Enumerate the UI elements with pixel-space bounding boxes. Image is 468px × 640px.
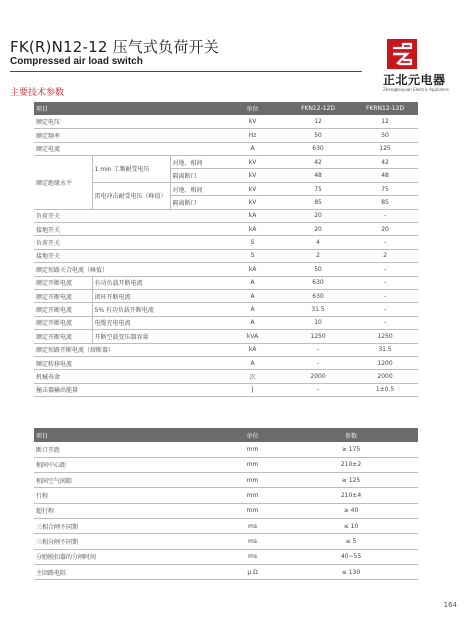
- cell-item: 额定开断电流: [34, 330, 92, 343]
- cell-item: 额定频率: [34, 129, 221, 142]
- cell-value: 20: [284, 209, 352, 222]
- cell-unit: mm: [221, 442, 284, 457]
- cell-unit: mm: [221, 457, 284, 472]
- page-number: 164: [443, 601, 457, 609]
- cell-unit: kV: [221, 156, 284, 169]
- cell-item: 额定电流: [34, 142, 221, 155]
- cell-subitem: 隔离断口: [170, 169, 221, 182]
- cell-unit: A: [221, 316, 284, 329]
- cell-unit: A: [221, 356, 284, 369]
- cell-unit: A: [221, 142, 284, 155]
- cell-value: 125: [352, 142, 418, 155]
- cell-unit: μ Ω: [221, 564, 284, 579]
- table-row: [34, 156, 418, 169]
- cell-value: 1200: [352, 356, 418, 369]
- cell-item: 额定开断电流: [34, 303, 92, 316]
- cell-value: ≥ 175: [284, 442, 418, 457]
- cell-item: 相间空气间隙: [34, 473, 221, 488]
- cell-subitem: 对地、相间: [170, 182, 221, 195]
- table-row: [34, 473, 418, 488]
- table-row: [34, 383, 418, 396]
- cell-item: 额定开断电流: [34, 289, 92, 302]
- table-row: [34, 330, 418, 343]
- cell-unit: 次: [221, 370, 284, 383]
- cell-value: 210±4: [284, 488, 418, 503]
- cell-value: 50: [352, 129, 418, 142]
- table-row: [34, 488, 418, 503]
- cell-value: 10: [284, 316, 352, 329]
- table-row: [34, 209, 418, 222]
- table-row: [34, 564, 418, 579]
- cell-value: 4: [284, 236, 352, 249]
- table-row: [34, 142, 418, 155]
- cell-unit: kA: [221, 263, 284, 276]
- cell-item: 额定开断电流: [34, 276, 92, 289]
- table-row: [34, 249, 418, 262]
- cell-subitem: 隔离断口: [170, 196, 221, 209]
- cell-unit: A: [221, 303, 284, 316]
- cell-value: 12: [284, 115, 352, 128]
- cell-unit: mm: [221, 488, 284, 503]
- section-title: 主要技术参数: [10, 88, 65, 98]
- cell-item: 三相分闸不同期: [34, 534, 221, 549]
- cell-subitem: 1 min 工频耐受电压: [92, 156, 170, 183]
- cell-unit: S: [221, 249, 284, 262]
- cell-unit: A: [221, 276, 284, 289]
- header-unit: 单位: [221, 428, 284, 442]
- cell-value: 50: [284, 263, 352, 276]
- table-row: [34, 503, 418, 518]
- cell-value: 630: [284, 276, 352, 289]
- table-row: [34, 182, 418, 195]
- cell-value: 42: [284, 156, 352, 169]
- cell-item: 分励脱扣器的分闸时间: [34, 549, 221, 564]
- cell-unit: Hz: [221, 129, 284, 142]
- cell-unit: S: [221, 236, 284, 249]
- cell-value: 50: [284, 129, 352, 142]
- cell-value: ≤ 10: [284, 518, 418, 533]
- header-unit: 单位: [221, 102, 284, 115]
- cell-item: 接地开关: [34, 249, 221, 262]
- cell-unit: A: [221, 289, 284, 302]
- cell-item: 额定短路开断电流（熔断器）: [34, 343, 221, 356]
- cell-value: -: [352, 209, 418, 222]
- cell-subitem: 对地、相间: [170, 156, 221, 169]
- cell-value: 2000: [352, 370, 418, 383]
- table-row: [34, 276, 418, 289]
- cell-item: 额定转移电流: [34, 356, 221, 369]
- table-row: [34, 223, 418, 236]
- table-header-row: [34, 102, 418, 115]
- cell-value: 31.5: [352, 343, 418, 356]
- cell-value: 75: [352, 182, 418, 195]
- cell-subitem: 闭环开断电流: [92, 289, 221, 302]
- cell-value: 2: [352, 249, 418, 262]
- cell-unit: ms: [221, 549, 284, 564]
- table-row: [34, 316, 418, 329]
- cell-value: 85: [284, 196, 352, 209]
- cell-item: 额定开断电流: [34, 316, 92, 329]
- cell-value: -: [284, 383, 352, 396]
- cell-value: 20: [352, 223, 418, 236]
- cell-item: 行程: [34, 488, 221, 503]
- cell-value: 1250: [284, 330, 352, 343]
- table-row: [34, 263, 418, 276]
- cell-unit: ms: [221, 534, 284, 549]
- cell-value: -: [352, 289, 418, 302]
- table-row: [34, 115, 418, 128]
- cell-item: 断口开距: [34, 442, 221, 457]
- cell-unit: mm: [221, 503, 284, 518]
- spec-table-electrical: [34, 102, 418, 397]
- cell-value: ≥ 125: [284, 473, 418, 488]
- cell-unit: J: [221, 383, 284, 396]
- cell-item: 负荷开关: [34, 209, 221, 222]
- cell-item: 额定电压: [34, 115, 221, 128]
- cell-value: ≥ 40: [284, 503, 418, 518]
- brand-name: 正北元电器: [383, 73, 446, 87]
- brand-logo: [383, 39, 453, 97]
- cell-unit: kA: [221, 209, 284, 222]
- header-fkn: FKN12-12D: [284, 102, 352, 115]
- cell-value: ≤ 130: [284, 564, 418, 579]
- cell-subitem: 开断空载变压器容量: [92, 330, 221, 343]
- cell-value: 48: [284, 169, 352, 182]
- cell-value: -: [284, 343, 352, 356]
- cell-value: 12: [352, 115, 418, 128]
- cell-unit: kA: [221, 343, 284, 356]
- table-row: [34, 129, 418, 142]
- cell-value: ≤ 5: [284, 534, 418, 549]
- header-item: 项目: [34, 102, 221, 115]
- cell-unit: kA: [221, 223, 284, 236]
- cell-value: 20: [284, 223, 352, 236]
- table-row: [34, 549, 418, 564]
- brand-name-en: Zhengbeiyuan Electric Appliance: [383, 87, 449, 92]
- cell-subitem: 5% 有功负载开断电流: [92, 303, 221, 316]
- cell-item: 负荷开关: [34, 236, 221, 249]
- cell-value: 40~55: [284, 549, 418, 564]
- cell-value: 630: [284, 142, 352, 155]
- cell-item: 相间中心距: [34, 457, 221, 472]
- table-row: [34, 343, 418, 356]
- table-row: [34, 457, 418, 472]
- cell-value: 630: [284, 289, 352, 302]
- cell-value: 210±2: [284, 457, 418, 472]
- table-row: [34, 356, 418, 369]
- table-row: [34, 289, 418, 302]
- cell-item: 额定绝缘水平: [34, 156, 92, 210]
- cell-value: 1250: [352, 330, 418, 343]
- title-divider: [10, 71, 362, 72]
- cell-value: -: [352, 316, 418, 329]
- page-title: FK(R)N12-12 压气式负荷开关: [10, 38, 219, 56]
- cell-item: 三相合闸不同期: [34, 518, 221, 533]
- cell-value: 2000: [284, 370, 352, 383]
- cell-value: 2: [284, 249, 352, 262]
- page-subtitle: Compressed air load switch: [10, 56, 143, 67]
- cell-value: -: [352, 263, 418, 276]
- cell-item: 机械寿命: [34, 370, 221, 383]
- cell-unit: kV: [221, 196, 284, 209]
- table-row: [34, 236, 418, 249]
- cell-item: 超行程: [34, 503, 221, 518]
- brand-logo-icon: [387, 39, 417, 69]
- cell-unit: kV: [221, 182, 284, 195]
- cell-unit: kV: [221, 169, 284, 182]
- table-header-row: [34, 428, 418, 442]
- cell-unit: ms: [221, 518, 284, 533]
- header-item: 项目: [34, 428, 221, 442]
- cell-value: 75: [284, 182, 352, 195]
- cell-subitem: 有功负载开断电流: [92, 276, 221, 289]
- cell-item: 主回路电阻: [34, 564, 221, 579]
- cell-value: 85: [352, 196, 418, 209]
- cell-value: -: [352, 276, 418, 289]
- header-fkrn: FKRN12-12D: [352, 102, 418, 115]
- header-value: 参数: [284, 428, 418, 442]
- cell-value: 1±0.5: [352, 383, 418, 396]
- cell-subitem: 电缆充电电流: [92, 316, 221, 329]
- cell-value: -: [352, 303, 418, 316]
- cell-value: 31.5: [284, 303, 352, 316]
- table-row: [34, 518, 418, 533]
- cell-subitem: 雷电冲击耐受电压（峰值）: [92, 182, 170, 209]
- cell-unit: kVA: [221, 330, 284, 343]
- table-row: [34, 534, 418, 549]
- cell-value: -: [352, 236, 418, 249]
- cell-item: 撞击器输出能量: [34, 383, 221, 396]
- cell-value: 48: [352, 169, 418, 182]
- cell-value: 42: [352, 156, 418, 169]
- cell-item: 额定短路关合电流（峰值）: [34, 263, 221, 276]
- cell-value: -: [284, 356, 352, 369]
- spec-table-mechanical: [34, 428, 418, 580]
- table-row: [34, 370, 418, 383]
- table-row: [34, 442, 418, 457]
- cell-item: 接地开关: [34, 223, 221, 236]
- cell-unit: kV: [221, 115, 284, 128]
- cell-unit: mm: [221, 473, 284, 488]
- table-row: [34, 303, 418, 316]
